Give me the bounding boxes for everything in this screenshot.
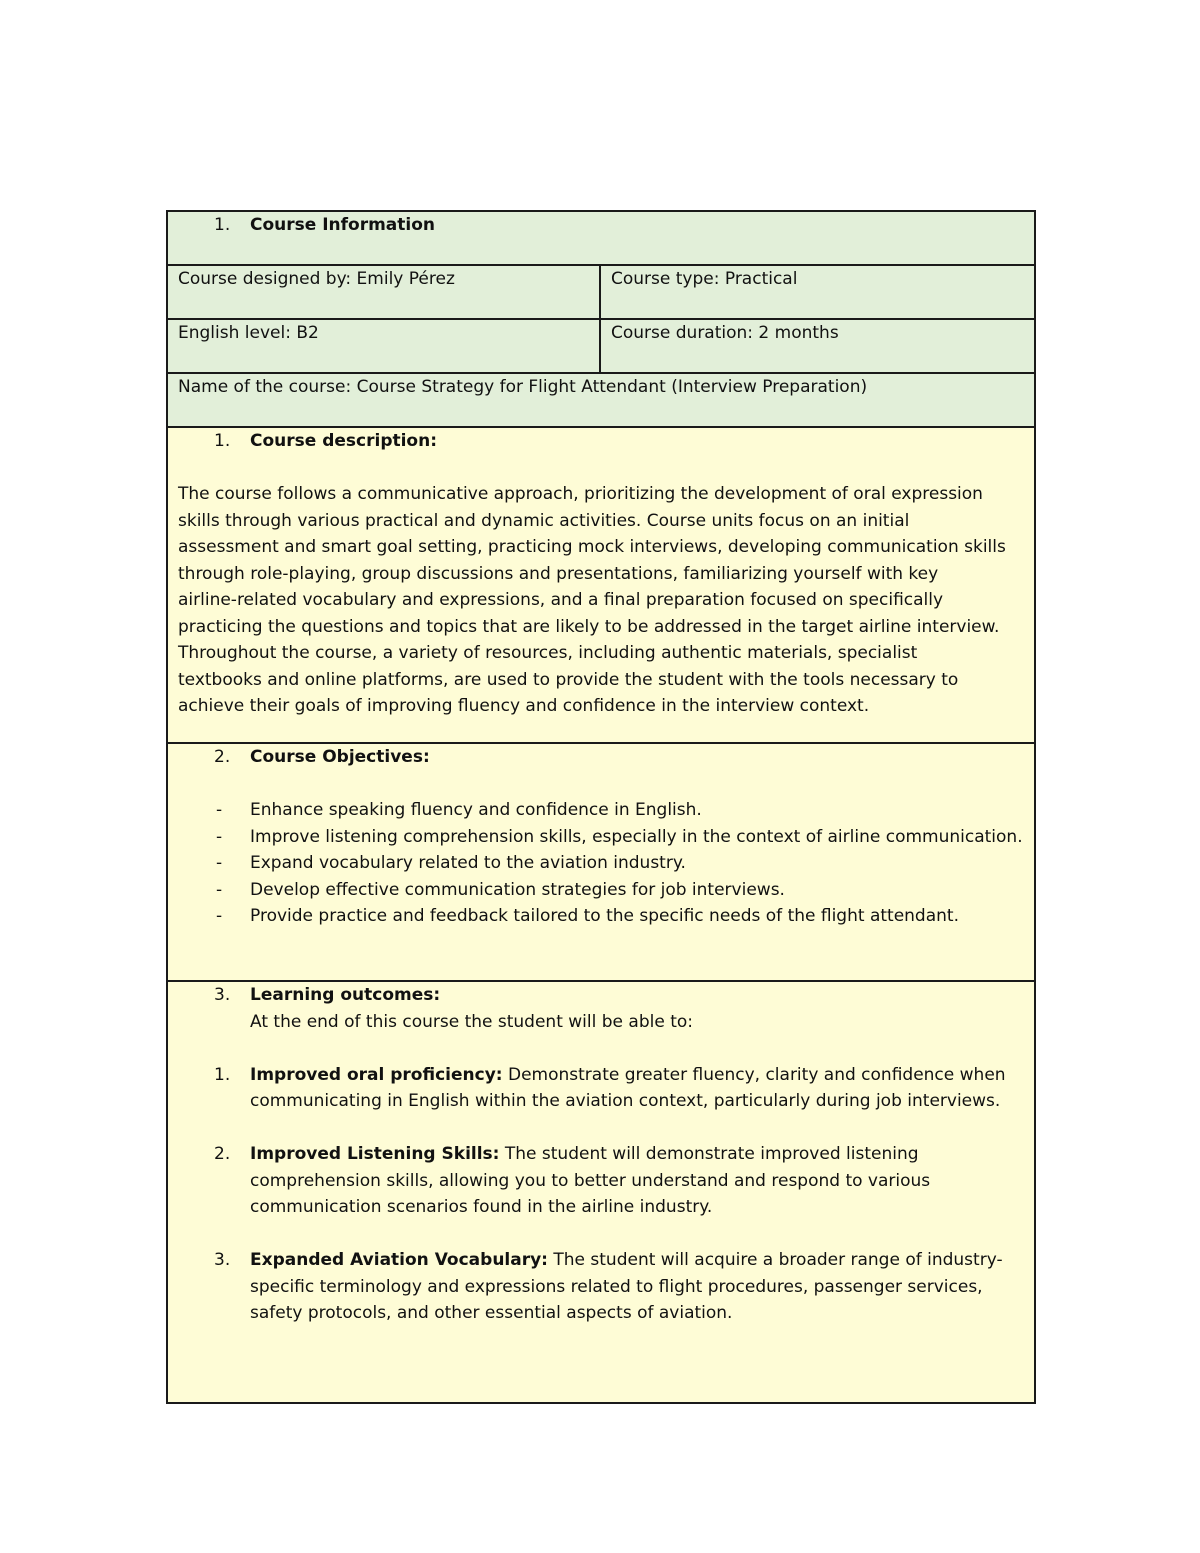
description-line: skills through various practical and dynamic activities. Course units focus on an initial bbox=[178, 510, 910, 531]
designed-by-text: Course designed by: Emily Pérez bbox=[178, 269, 455, 289]
list-item bbox=[178, 903, 1024, 930]
course-description-row bbox=[167, 427, 1035, 743]
list-item bbox=[178, 1141, 1024, 1221]
dash-bullet: - bbox=[216, 853, 223, 873]
dash-bullet: - bbox=[216, 879, 223, 900]
english-level-cell bbox=[167, 319, 600, 373]
learning-outcomes-row bbox=[167, 981, 1035, 1403]
list-item bbox=[178, 1062, 1024, 1115]
section-number: 3. bbox=[214, 985, 231, 1005]
description-line: assessment and smart goal setting, practicing mock interviews, developing communication skills bbox=[178, 537, 1006, 557]
course-objectives-heading bbox=[178, 744, 1024, 771]
outcome-title: Expanded Aviation Vocabulary: bbox=[250, 1250, 548, 1270]
course-info-row-1 bbox=[167, 265, 1035, 319]
outcome-number: 1. bbox=[214, 1064, 231, 1085]
description-line: textbooks and online platforms, are used to provide the student with the tools necessary to bbox=[178, 669, 959, 690]
course-type-cell bbox=[600, 265, 1035, 319]
list-item bbox=[178, 1247, 1024, 1327]
section-heading: Course description: bbox=[250, 431, 438, 451]
course-info-header-cell bbox=[167, 211, 1035, 265]
course-duration-text: Course duration: 2 months bbox=[611, 323, 839, 343]
course-table bbox=[166, 210, 1036, 1404]
outcome-text: Demonstrate greater fluency, clarity and confidence when communicating in English within the aviation context, particularly during job interviews. bbox=[250, 1064, 1006, 1111]
list-item bbox=[178, 877, 1024, 904]
objective-text: Expand vocabulary related to the aviation industry. bbox=[250, 853, 686, 873]
list-item bbox=[178, 850, 1024, 877]
description-line: achieve their goals of improving fluency and confidence in the interview context. bbox=[178, 696, 870, 716]
description-line: Throughout the course, a variety of resources, including authentic materials, specialist bbox=[178, 643, 918, 663]
learning-outcomes-cell bbox=[167, 981, 1035, 1403]
section-number: 1. bbox=[214, 431, 231, 451]
outcome-title: Improved oral proficiency: bbox=[250, 1064, 503, 1085]
section-heading: Course Objectives: bbox=[250, 747, 430, 767]
section-heading: Course Information bbox=[250, 215, 436, 235]
section-number: 1. bbox=[214, 215, 231, 235]
outcomes-list bbox=[178, 1062, 1024, 1327]
course-objectives-row bbox=[167, 743, 1035, 981]
course-type-text: Course type: Practical bbox=[611, 269, 798, 289]
course-objectives-cell bbox=[167, 743, 1035, 981]
course-name-row bbox=[167, 373, 1035, 427]
course-description-paragraph bbox=[178, 481, 1024, 720]
course-name-cell bbox=[167, 373, 1035, 427]
course-name-text: Name of the course: Course Strategy for Flight Attendant (Interview Preparation) bbox=[178, 377, 868, 397]
section-number: 2. bbox=[214, 747, 231, 767]
course-description-cell bbox=[167, 427, 1035, 743]
outcome-number: 3. bbox=[214, 1250, 231, 1270]
section-heading: Learning outcomes: bbox=[250, 985, 441, 1005]
outcome-title: Improved Listening Skills: bbox=[250, 1144, 500, 1164]
course-duration-cell bbox=[600, 319, 1035, 373]
learning-outcomes-heading bbox=[178, 982, 1024, 1009]
dash-bullet: - bbox=[216, 906, 223, 926]
list-item bbox=[178, 797, 1024, 824]
dash-bullet: - bbox=[216, 800, 223, 820]
outcome-text: The student will acquire a broader range of industry-specific terminology and expressions related to flight procedures, passenger services, safety protocols, and other essential aspects of aviation. bbox=[250, 1250, 1003, 1323]
objective-text: Develop effective communication strategies for job interviews. bbox=[250, 879, 785, 900]
outcome-text: The student will demonstrate improved listening comprehension skills, allowing you to better understand and respond to various communication scenarios found in the airline industry. bbox=[250, 1144, 931, 1217]
objective-text: Provide practice and feedback tailored to the specific needs of the flight attendant. bbox=[250, 906, 959, 926]
description-line: The course follows a communicative approach, prioritizing the development of oral expression bbox=[178, 484, 983, 504]
description-line: practicing the questions and topics that are likely to be addressed in the target airline interview. bbox=[178, 616, 1000, 637]
learning-outcomes-intro: At the end of this course the student will be able to: bbox=[250, 1011, 693, 1032]
description-line: airline-related vocabulary and expressions, and a final preparation focused on specifically bbox=[178, 590, 944, 610]
designed-by-cell bbox=[167, 265, 600, 319]
english-level-text: English level: B2 bbox=[178, 323, 319, 343]
dash-bullet: - bbox=[216, 826, 223, 847]
course-info-row-2 bbox=[167, 319, 1035, 373]
course-info-heading bbox=[178, 212, 1024, 239]
objective-text: Enhance speaking fluency and confidence in English. bbox=[250, 800, 702, 820]
outcome-number: 2. bbox=[214, 1144, 231, 1164]
description-line: through role-playing, group discussions and presentations, familiarizing yourself with key bbox=[178, 563, 939, 584]
objectives-list bbox=[178, 797, 1024, 930]
objective-text: Improve listening comprehension skills, especially in the context of airline communication. bbox=[250, 826, 1023, 847]
list-item bbox=[178, 824, 1024, 851]
course-info-header-row bbox=[167, 211, 1035, 265]
course-description-heading bbox=[178, 428, 1024, 455]
